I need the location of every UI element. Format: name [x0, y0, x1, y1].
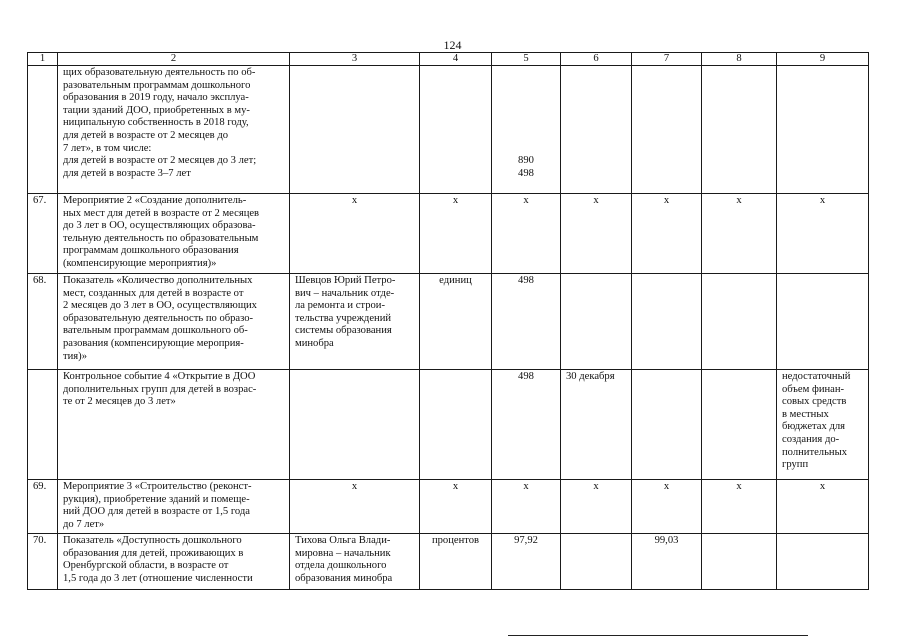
column-number-row	[28, 53, 869, 66]
value-cell	[632, 274, 702, 370]
table-row	[28, 480, 869, 534]
table-row	[28, 66, 869, 194]
row-description: щих образовательную деятельность по об- разовательным программам дошкольного образования в 2019 году, начало эксплуа- тации зданий ДОО, приобретенных в му- ниципальную собственность в 2018 году, для детей в возрасте от 2 месяцев до 7 лет», в том числе: для детей в возрасте от 2 месяцев до 3 лет; для детей в возрасте 3–7 лет	[58, 66, 290, 194]
bottom-rule	[508, 635, 808, 636]
responsible-cell	[290, 66, 420, 194]
value-cell	[632, 370, 702, 480]
value-cell	[702, 274, 777, 370]
column-number: 9	[777, 53, 869, 66]
date-cell: x	[561, 194, 632, 274]
note-cell	[777, 534, 869, 590]
value-cell: 498	[492, 274, 561, 370]
value-cell: x	[492, 480, 561, 534]
unit-cell: x	[420, 194, 492, 274]
unit-cell: единиц	[420, 274, 492, 370]
row-description: Показатель «Количество дополнительных мест, созданных для детей в возрасте от 2 месяцев до 3 лет в ОО, осуществляющих образовательную деятельность по образо- вательным программам дошкольного об- разования (компенсирующие мероприя- тия)»	[58, 274, 290, 370]
row-description: Показатель «Доступность дошкольного образования для детей, проживающих в Оренбургской области, в возрасте от 1,5 года до 3 лет (отношение численности	[58, 534, 290, 590]
value-cell: 498	[492, 370, 561, 480]
row-description: Мероприятие 2 «Создание дополнитель- ных мест для детей в возрасте от 2 месяцев до 3 лет в ОО, осуществляющих образова- тельную деятельность по образовательным программам дошкольного образования (компенсирующие мероприятия)»	[58, 194, 290, 274]
value-cell: x	[702, 480, 777, 534]
value-cell: x	[632, 194, 702, 274]
value-cell	[702, 66, 777, 194]
value-cell	[632, 66, 702, 194]
unit-cell: процентов	[420, 534, 492, 590]
value-cell: 890 498	[492, 66, 561, 194]
value-cell	[702, 370, 777, 480]
column-number: 8	[702, 53, 777, 66]
note-cell	[777, 66, 869, 194]
value-cell	[702, 534, 777, 590]
page-number: 124	[443, 38, 462, 52]
responsible-cell: x	[290, 194, 420, 274]
column-number: 1	[28, 53, 58, 66]
column-number: 3	[290, 53, 420, 66]
row-description: Контрольное событие 4 «Открытие в ДОО дополнительных групп для детей в возрас- те от 2 месяцев до 3 лет»	[58, 370, 290, 480]
date-cell	[561, 534, 632, 590]
table-row	[28, 274, 869, 370]
row-description: Мероприятие 3 «Строительство (реконст- рукция), приобретение зданий и помеще- ний ДОО для детей в возрасте от 1,5 года до 7 лет»	[58, 480, 290, 534]
document-table	[27, 52, 869, 590]
value-cell: x	[702, 194, 777, 274]
date-cell	[561, 274, 632, 370]
note-cell: x	[777, 194, 869, 274]
column-number: 5	[492, 53, 561, 66]
unit-cell: x	[420, 480, 492, 534]
responsible-cell	[290, 370, 420, 480]
note-cell: недостаточный объем финан- совых средств в местных бюджетах для создания до- полнительных групп	[777, 370, 869, 480]
row-number: 70.	[28, 534, 58, 590]
responsible-cell: x	[290, 480, 420, 534]
column-number: 4	[420, 53, 492, 66]
table-row	[28, 534, 869, 590]
unit-cell	[420, 66, 492, 194]
table-row	[28, 370, 869, 480]
date-cell	[561, 66, 632, 194]
date-cell: x	[561, 480, 632, 534]
value-cell: 97,92	[492, 534, 561, 590]
row-number: 68.	[28, 274, 58, 370]
value-cell: x	[632, 480, 702, 534]
row-number	[28, 370, 58, 480]
value-cell: 99,03	[632, 534, 702, 590]
column-number: 2	[58, 53, 290, 66]
note-cell: x	[777, 480, 869, 534]
responsible-cell: Шевцов Юрий Петро- вич – начальник отде- ла ремонта и строи- тельства учреждений системы образования минобра	[290, 274, 420, 370]
unit-cell	[420, 370, 492, 480]
note-cell	[777, 274, 869, 370]
column-number: 6	[561, 53, 632, 66]
row-number: 69.	[28, 480, 58, 534]
date-cell: 30 декабря	[561, 370, 632, 480]
row-number: 67.	[28, 194, 58, 274]
value-cell: x	[492, 194, 561, 274]
row-number	[28, 66, 58, 194]
table-row	[28, 194, 869, 274]
responsible-cell: Тихова Ольга Влади- мировна – начальник отдела дошкольного образования минобра	[290, 534, 420, 590]
column-number: 7	[632, 53, 702, 66]
